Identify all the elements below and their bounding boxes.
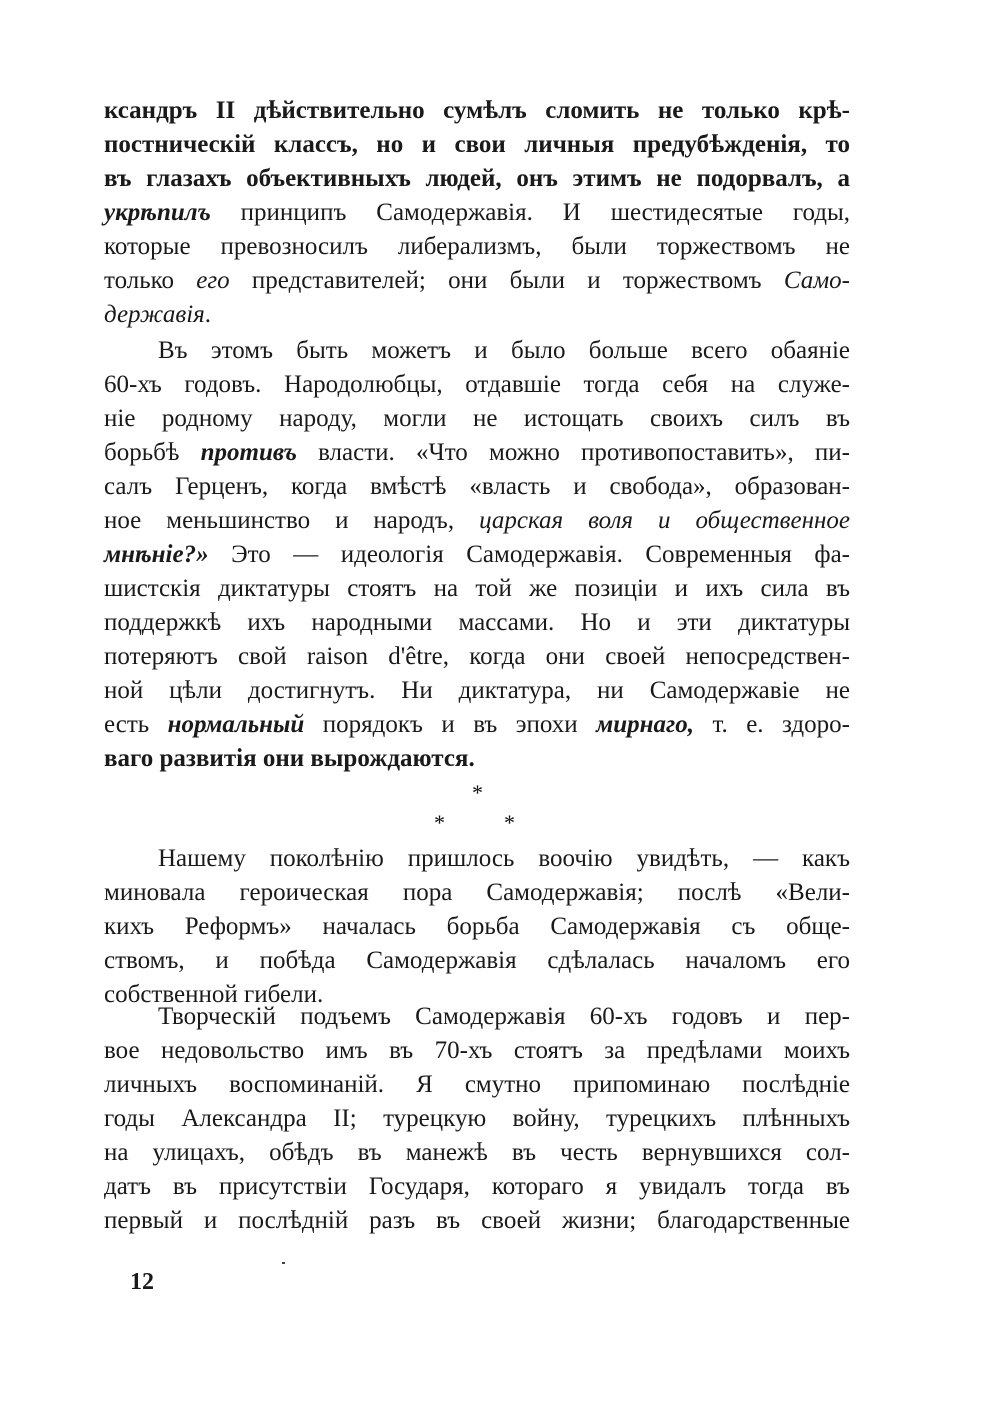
text-span: порядокъ и въ эпохи [304,711,597,738]
text-line: кихъ Реформъ» началась борьба Самодержавія съ обще- [104,913,850,940]
text-line: которые превозносилъ либерализмъ, были торжествомъ не [104,233,850,260]
text-line: личныхъ воспоминаній. Я смутно припоминаю послѣдніе [104,1071,850,1098]
paragraph-1 [104,94,850,332]
text-span: представителей; они были и торжествомъ [229,267,784,294]
text-line: шистскія диктатуры стоятъ на той же позиціи и ихъ сила въ [104,575,850,602]
italic-text: укрѣпилъ [104,199,211,226]
text-line: собственной гибели. [104,981,324,1008]
text-line: салъ Герценъ, когда вмѣстѣ «власть и свобода», образован- [104,473,850,500]
text-line: ной цѣли достигнутъ. Ни диктатура, ни Самодержавіе не [104,677,850,704]
text-span: Это — идеологія Самодержавія. Современныя фа- [208,541,850,568]
asterism-star: * [504,810,515,835]
text-line: 60-хъ годовъ. Народолюбцы, отдавшіе тогда себя на служе- [104,371,850,398]
italic-text: мирнаго, [596,711,694,738]
text-line [104,538,850,572]
text-span: Въ этомъ быть можетъ и было больше всего обаяніе [158,337,850,364]
italic-text: нормальный [167,711,305,738]
text-span: т. е. здоро- [693,711,850,738]
text-line: на улицахъ, обѣдъ въ манежѣ въ честь вернувшихся сол- [104,1139,850,1166]
paragraph-4 [104,1000,850,1238]
italic-text: Само- [783,267,850,294]
paragraph-2 [104,334,850,776]
text-line [104,504,850,538]
text-span: есть [104,711,168,738]
asterism-star: * [434,810,445,835]
text-line [104,298,850,332]
text-line [104,196,850,230]
text-line: первый и послѣдній разъ въ своей жизни; благодарственные [104,1207,850,1234]
text-line: поддержкѣ ихъ народными массами. Но и эти диктатуры [104,609,850,636]
italic-text: державія [104,301,205,328]
asterism-divider [400,776,560,836]
text-line: постническій классъ, но и свои личныя предубѣжденія, то [104,131,850,158]
text-line: ніе родному народу, могли не истощать своихъ силъ въ [104,405,850,432]
text-line [104,708,850,742]
page-number: 12 [130,1269,154,1295]
text-span: . [204,301,212,328]
text-line: ваго развитія они вырождаются. [104,745,475,772]
text-span: борьбѣ [104,439,201,466]
italic-text: царская воля и общественное [479,507,850,534]
text-line: ствомъ, и побѣда Самодержавія сдѣлалась началомъ его [104,947,850,974]
text-line [104,264,850,298]
text-span: ное меньшинство и народъ, [104,507,480,534]
text-line: датъ въ присутствіи Государя, котораго я увидалъ тогда въ [104,1173,850,1200]
paragraph-3 [104,842,850,1012]
text-span: только [104,267,197,294]
italic-text: противъ [200,439,297,466]
text-line: потеряютъ свой raison d'être, когда они своей непосредствен- [104,643,850,670]
italic-text: его [196,267,230,294]
text-line: вое недовольство имъ въ 70-хъ стоятъ за предѣлами моихъ [104,1037,850,1064]
text-line: годы Александра II; турецкую войну, турецкихъ плѣнныхъ [104,1105,850,1132]
text-line: въ глазахъ объективныхъ людей, онъ этимъ не подорвалъ, а [104,165,850,192]
italic-text: мнѣніе?» [104,541,209,568]
text-line [104,842,850,876]
text-line [104,1000,850,1034]
ink-speck [282,1262,285,1264]
text-span: Творческій подъемъ Самодержавія 60-хъ годовъ и пер- [158,1003,850,1030]
text-line: ксандръ II дѣйствительно сумѣлъ сломить не только крѣ- [104,97,850,124]
text-span: Нашему поколѣнію пришлось воочію увидѣть, — какъ [158,845,850,872]
asterism-star: * [472,780,483,805]
text-line [104,334,850,368]
text-line [104,436,850,470]
text-span: власти. «Что можно противопоставить», пи- [296,439,850,466]
text-span: принципъ Самодержавія. И шестидесятые годы, [210,199,850,226]
text-line: миновала героическая пора Самодержавія; послѣ «Вели- [104,879,850,906]
